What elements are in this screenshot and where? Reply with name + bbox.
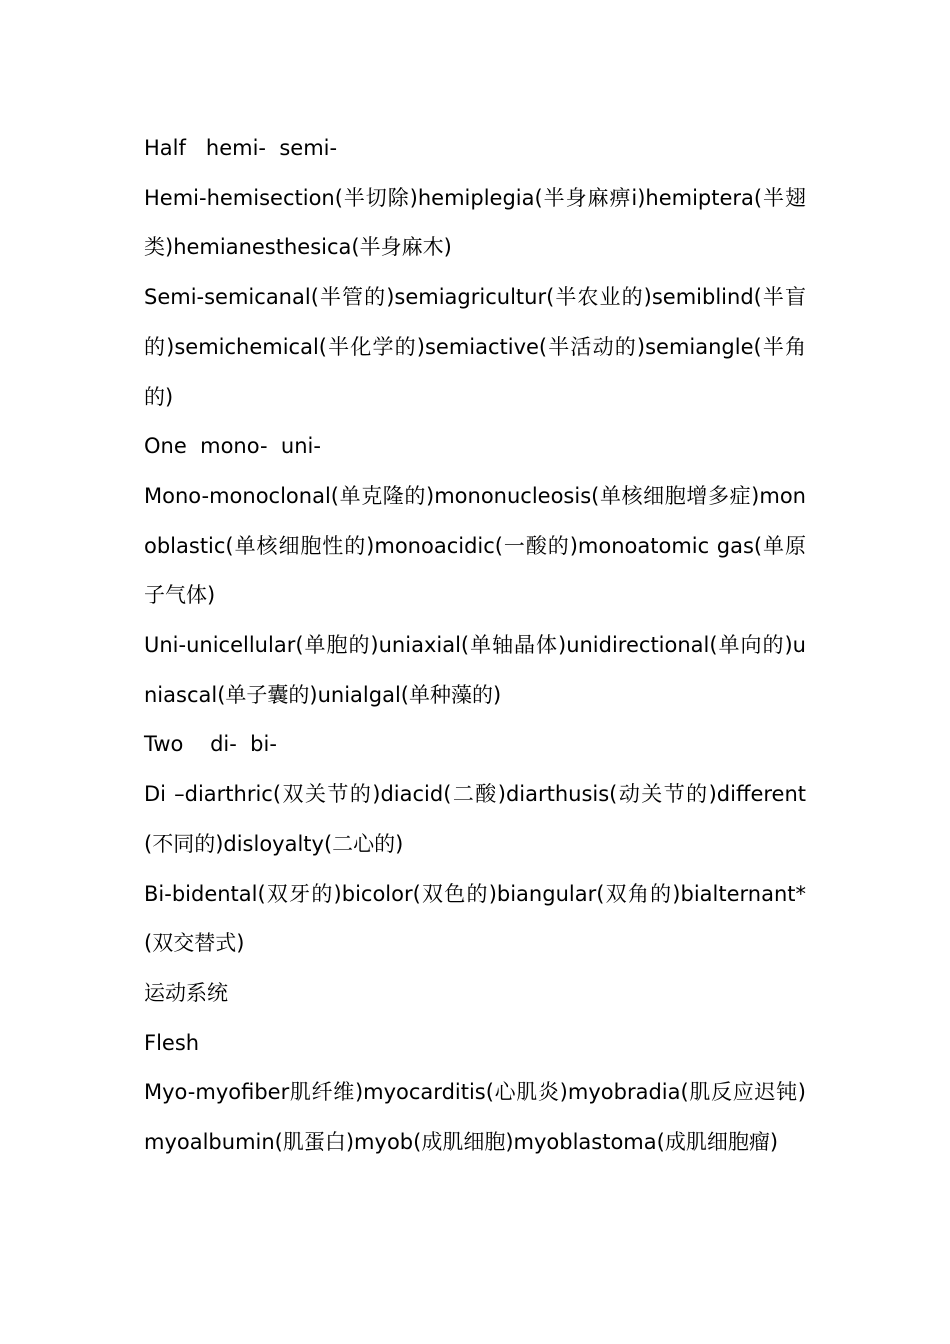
paragraph-uni: Uni-unicellular(单胞的)uniaxial(单轴晶体)unidirectional(单向的)uniascal(单子囊的)unialgal(单种藻的) xyxy=(144,633,806,707)
section-heading-flesh: Flesh xyxy=(144,1030,200,1055)
paragraph-myo: Myo-myofiber肌纤维)myocarditis(心肌炎)myobradia(肌反应迟钝)myoalbumin(肌蛋白)myob(成肌细胞)myoblastoma(成肌细胞瘤) xyxy=(144,1080,806,1155)
paragraph-hemi: Hemi-hemisection(半切除)hemiplegia(半身麻痹i)hemiptera(半翅类)hemianesthesica(半身麻木) xyxy=(144,185,806,260)
paragraph-bi: Bi-bidental(双牙的)bicolor(双色的)biangular(双角的)bialternant*(双交替式) xyxy=(144,881,806,956)
section-heading-two: Two di- bi- xyxy=(144,732,277,757)
paragraph-di: Di –diarthric(双关节的)diacid(二酸)diarthusis(动关节的)different(不同的)disloyalty(二心的) xyxy=(144,782,806,856)
document-page xyxy=(144,124,806,1168)
paragraph-mono: Mono-monoclonal(单克隆的)mononucleosis(单核细胞增多症)monoblastic(单核细胞性的)monoacidic(一酸的)monoatomic gas(单原子气体) xyxy=(144,483,806,608)
section-heading-half: Half hemi- semi- xyxy=(144,136,338,160)
paragraph-semi: Semi-semicanal(半管的)semiagricultur(半农业的)semiblind(半盲的)semichemical(半化学的)semiactive(半活动的)semiangle(半角的) xyxy=(144,285,806,409)
section-heading-locomotor-system: 运动系统 xyxy=(144,980,228,1005)
section-heading-one: One mono- uni- xyxy=(144,434,321,459)
